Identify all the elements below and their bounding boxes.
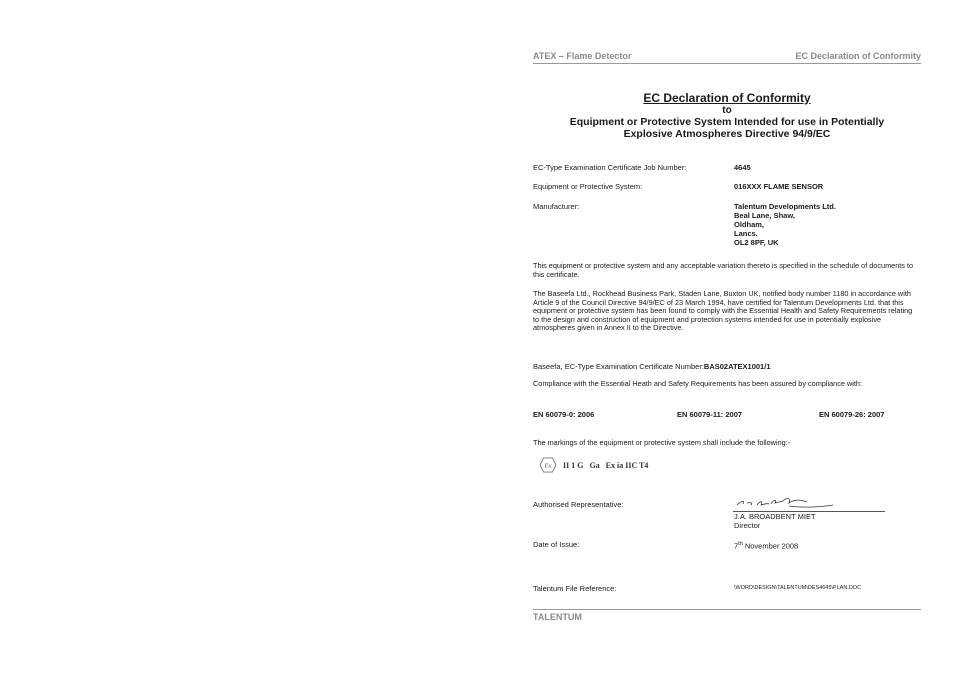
manufacturer-line: Beal Lane, Shaw, [734,211,795,220]
footer-brand: TALENTUM [533,612,582,622]
manufacturer-line: OL2 8PF, UK [734,238,779,247]
document-title [533,91,921,140]
header-left: ATEX – Flame Detector [533,51,632,61]
certificate-number-label: Baseefa, EC-Type Examination Certificate Number: [533,362,704,371]
declaration-page [533,0,921,674]
file-reference-label: Talentum File Reference: [533,584,617,593]
certification-paragraph: The Baseefa Ltd., Rockhead Business Park, Staden Lane, Buxton UK, notified body number 1180 in accordance with Article 9 of the Council Directive 94/9/EC of 23 March 1994, have certified for Talentum Developments Ltd. that this equipment or protective system has been found to comply with the Essential Health and Safety Requirements relating to the design and construction of equipment and protection systems intended for use in potentially explosive atmospheres given in Annex II to the Directive. [533,289,913,333]
representative-name: J.A. BROADBENT MIET [734,512,816,521]
manufacturer-label: Manufacturer: [533,202,580,211]
date-value [734,540,798,551]
manufacturer-address [734,202,836,247]
representative-title: Director [734,521,761,530]
manufacturer-line: Talentum Developments Ltd. [734,202,836,211]
date-suffix: th [738,541,743,547]
title-line-4: Explosive Atmospheres Directive 94/9/EC [623,128,831,140]
ex-symbol-text: Ex [544,462,552,470]
header-right: EC Declaration of Conformity [795,51,921,61]
date-rest: November 2008 [742,541,799,551]
schedule-paragraph: This equipment or protective system and any acceptable variation thereto is specified in the schedule of documents to this certificate. [533,261,914,279]
certificate-number-value: BAS02ATEX1001/1 [703,362,771,371]
authorised-rep-label: Authorised Representative: [533,500,624,509]
equipment-value: 016XXX FLAME SENSOR [734,182,824,191]
job-number-label: EC-Type Examination Certificate Job Number: [533,163,687,172]
certificate-number-row [533,362,921,371]
standard-item: EN 60079-0: 2006 [533,410,595,419]
signature-icon [733,494,885,512]
standard-item: EN 60079-26: 2007 [819,410,885,419]
date-day: 7 [734,541,739,551]
compliance-paragraph: Compliance with the Essential Heath and Safety Requirements has been assured by compliance with: [533,379,862,388]
header-rule [533,63,921,64]
equipment-marking [539,456,648,474]
representative-block [734,512,816,530]
title-line-3: Equipment or Protective System Intended for use in Potentially [569,116,885,128]
manufacturer-line: Oldham, [734,220,765,229]
footer-rule [533,609,921,610]
standard-item: EN 60079-11: 2007 [677,410,743,419]
job-number-value: 4645 [734,163,751,172]
ex-hexagon-icon [539,457,557,473]
file-reference-value: \WORD\DESIGN\TALENTUM\DES4645\PLAN.DOC [734,585,862,591]
title-main: EC Declaration of Conformity [643,91,811,105]
equipment-label: Equipment or Protective System: [533,182,643,191]
manufacturer-line: Lancs. [734,229,758,238]
markings-paragraph: The markings of the equipment or protective system shall include the following:- [533,438,791,447]
marking-text: II 1 G Ga Ex ia IIC T4 [563,460,649,470]
date-label: Date of Issue: [533,540,580,549]
title-to: to [722,105,732,116]
